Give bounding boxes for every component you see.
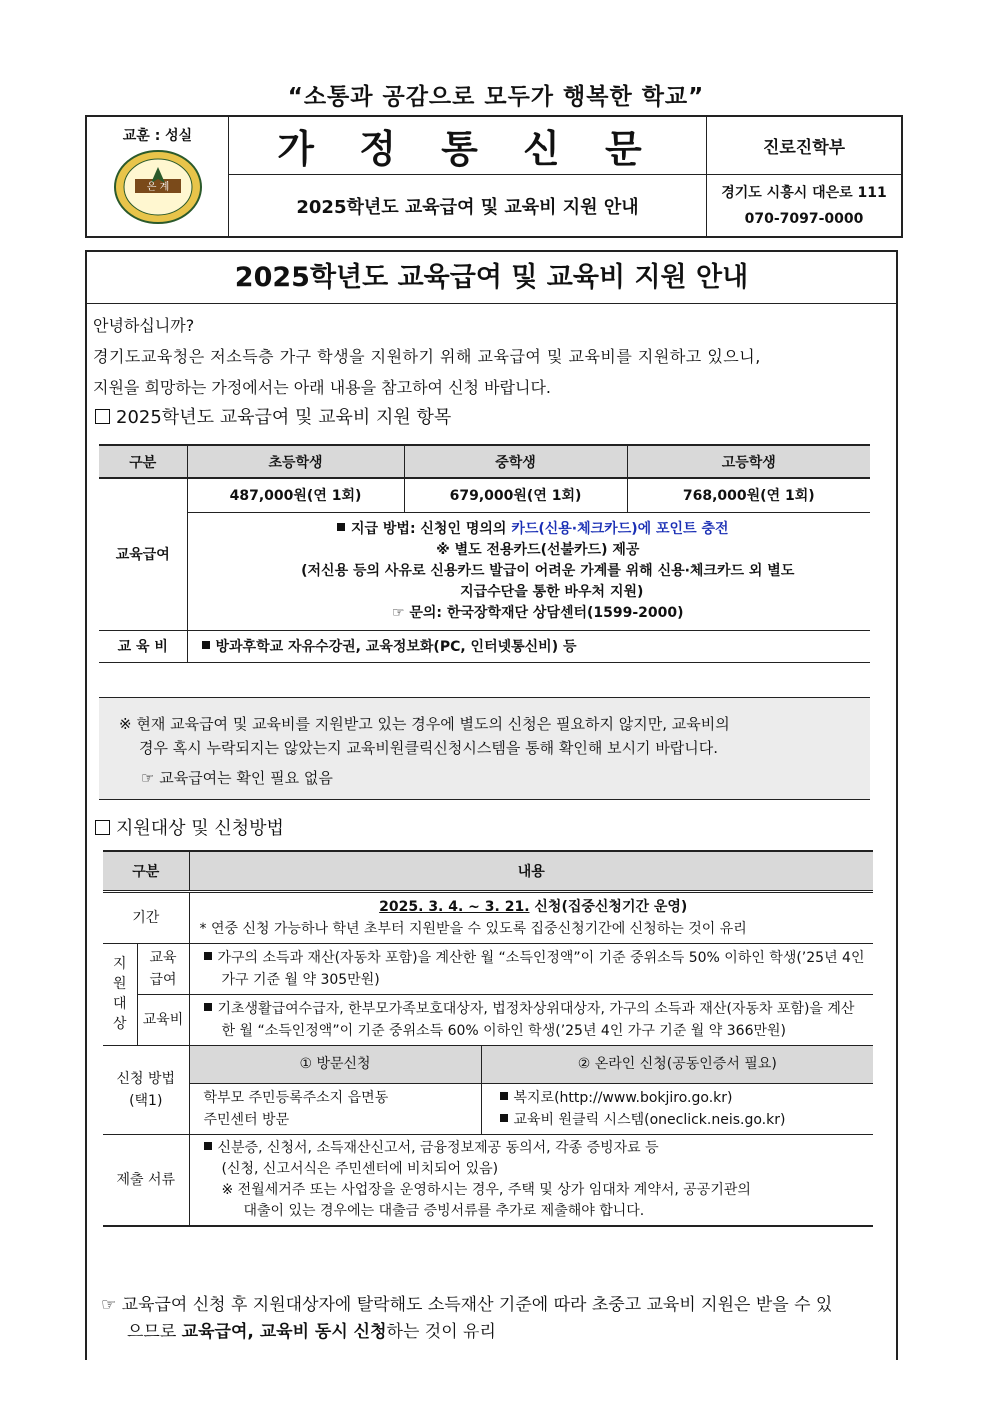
bokjiro-link[interactable]: 복지로(http://www.bokjiro.go.kr) — [513, 1089, 733, 1106]
school-motto-banner: “소통과 공감으로 모두가 행복한 학교” — [287, 84, 705, 110]
department: 진로진학부 — [707, 117, 901, 175]
bullet-icon — [202, 641, 210, 649]
notice-box — [99, 697, 870, 800]
notice-line: 경우 혹시 누락되지는 않았는지 교육비원클릭신청시스템을 통해 확인해 보시기 바랍니다. — [139, 739, 719, 757]
col-header: 구분 — [99, 445, 187, 478]
period-cell — [189, 891, 873, 943]
school-motto-label: 교훈 : 성실 — [122, 128, 193, 144]
col-header: 구분 — [103, 851, 189, 891]
footer-line: 으므로 교육급여, 교육비 동시 신청하는 것이 유리 — [127, 1322, 496, 1342]
table-row — [99, 630, 870, 662]
intro-line: 경기도교육청은 저소득층 가구 학생을 지원하기 위해 교육급여 및 교육비를 지원하고 있으니, — [93, 347, 761, 366]
voucher-note: (저신용 등의 사유로 신용카드 발급이 어려운 가계를 위해 신용·체크카드 외 별도 — [301, 562, 795, 579]
table-row — [103, 1134, 873, 1226]
header-subtitle: 2025학년도 교육급여 및 교육비 지원 안내 — [229, 175, 707, 236]
newsletter-title: 가 정 통 신 문 — [229, 117, 707, 175]
intro-line: 지원을 희망하는 가정에서는 아래 내용을 참고하여 신청 바랍니다. — [93, 378, 552, 397]
amount-middle: 679,000원(연 1회) — [404, 478, 627, 512]
emblem-text: 은 계 — [146, 182, 169, 193]
address: 경기도 시흥시 대은로 111 — [721, 184, 887, 201]
docs-detail: 신분증, 신청서, 소득재산신고서, 금융정보제공 동의서, 각종 증빙자료 등 (신청, 신고서식은 주민센터에 비치되어 있음) ※ 전월세거주 또는 사업장을 운영하시는 경우, 주택 및 상가 임대차 계약서, 공공기관의 대출이 있는 경우에는 대출금 증빙서류를 추가로 제출해야 합니다. — [189, 1134, 873, 1226]
target-desc: 가구의 소득과 재산(자동차 포함)을 계산한 월 “소득인정액”이 기준 중위소득 50% 이하인 학생(’25년 4인 가구 기준 월 약 305만원) — [189, 943, 873, 994]
row-label: 교 육 비 — [99, 630, 187, 662]
phone: 070-7097-0000 — [744, 210, 864, 227]
card-note: ※ 별도 전용카드(선불카드) 제공 — [436, 541, 640, 558]
table-header-row — [103, 851, 873, 891]
period-note: * 연중 신청 가능하나 학년 초부터 지원받을 수 있도록 집중신청기간에 신청하는 것이 유리 — [199, 920, 747, 937]
bullet-icon — [204, 1142, 212, 1150]
col-header: 내용 — [189, 851, 873, 891]
row-label: 교육급여 — [99, 478, 187, 630]
support-items-table — [99, 444, 870, 663]
notice-line: ※ 현재 교육급여 및 교육비를 지원받고 있는 경우에 별도의 신청은 필요하지 않지만, 교육비의 — [119, 715, 730, 733]
target-desc: 기초생활급여수급자, 한부모가족보호대상자, 법정차상위대상자, 가구의 소득과 재산(자동차 포함)을 계산한 월 “소득인정액”이 기준 중위소득 60% 이하인 학생(’25년 4인 가구 기준 월 약 366만원) — [189, 994, 873, 1045]
row-label: 신청 방법 (택1) — [103, 1045, 189, 1134]
table-header-row — [99, 445, 870, 478]
footer-note — [101, 1292, 891, 1346]
bullet-icon — [500, 1114, 508, 1122]
eligibility-table — [103, 850, 873, 1227]
content-box — [85, 250, 898, 1360]
sub-label: 교육비 — [137, 994, 189, 1045]
amount-elementary: 487,000원(연 1회) — [187, 478, 404, 512]
table-row — [103, 1083, 873, 1134]
greeting: 안녕하십니까? — [93, 316, 195, 335]
amount-high: 768,000원(연 1회) — [627, 478, 870, 512]
checkbox-square-icon — [95, 820, 110, 835]
school-emblem-icon — [113, 149, 203, 225]
voucher-note: 지급수단을 통한 바우처 지원) — [460, 583, 644, 600]
payment-method: 지급 방법: 신청인 명의의 카드(신용·체크카드)에 포인트 충전 — [202, 519, 865, 540]
method-visit-header: ① 방문신청 — [189, 1045, 481, 1083]
bullet-icon — [337, 523, 345, 531]
notice-line: ☞ 교육급여는 확인 필요 없음 — [141, 769, 333, 787]
period-main: 2025. 3. 4. ~ 3. 21. 신청(집중신청기간 운영) — [379, 898, 688, 915]
table-row — [99, 478, 870, 512]
checkbox-square-icon — [95, 409, 110, 424]
main-title: 2025학년도 교육급여 및 교육비 지원 안내 — [87, 252, 896, 304]
table-row — [103, 1045, 873, 1083]
bullet-icon — [204, 1003, 212, 1011]
edu-cost-items: 방과후학교 자유수강권, 교육정보화(PC, 인터넷통신비) 등 — [187, 630, 870, 662]
payment-details — [187, 512, 870, 630]
contact-cell — [707, 175, 901, 236]
col-header: 중학생 — [404, 445, 627, 478]
row-label: 지원대상 — [103, 943, 137, 1045]
section-heading-items — [87, 405, 896, 431]
col-header: 고등학생 — [627, 445, 870, 478]
section-title: 지원대상 및 신청방법 — [116, 818, 284, 839]
bullet-icon — [500, 1092, 508, 1100]
footer-line: ☞ 교육급여 신청 후 지원대상자에 탈락해도 소득재산 기준에 따라 초중고 교육비 지원은 받을 수 있 — [101, 1295, 833, 1315]
table-row — [103, 994, 873, 1045]
visit-detail: 학부모 주민등록주소지 읍면동 주민센터 방문 — [189, 1083, 481, 1134]
table-row — [103, 943, 873, 994]
table-row — [99, 512, 870, 630]
method-online-header: ② 온라인 신청(공동인증서 필요) — [481, 1045, 873, 1083]
section-heading-eligibility — [95, 814, 284, 840]
bullet-icon — [204, 952, 212, 960]
logo-cell — [87, 117, 229, 236]
inquiry-line: ☞ 문의: 한국장학재단 상담센터(1599-2000) — [391, 604, 684, 621]
online-detail — [481, 1083, 873, 1134]
section-title: 2025학년도 교육급여 및 교육비 지원 항목 — [116, 407, 452, 428]
intro — [87, 304, 896, 403]
sub-label: 교육급여 — [137, 943, 189, 994]
col-header: 초등학생 — [187, 445, 404, 478]
oneclick-link[interactable]: 교육비 원클릭 시스템(oneclick.neis.go.kr) — [513, 1111, 786, 1128]
table-row — [103, 891, 873, 943]
row-label: 기간 — [103, 891, 189, 943]
row-label: 제출 서류 — [103, 1134, 189, 1226]
letter-header — [85, 115, 903, 238]
